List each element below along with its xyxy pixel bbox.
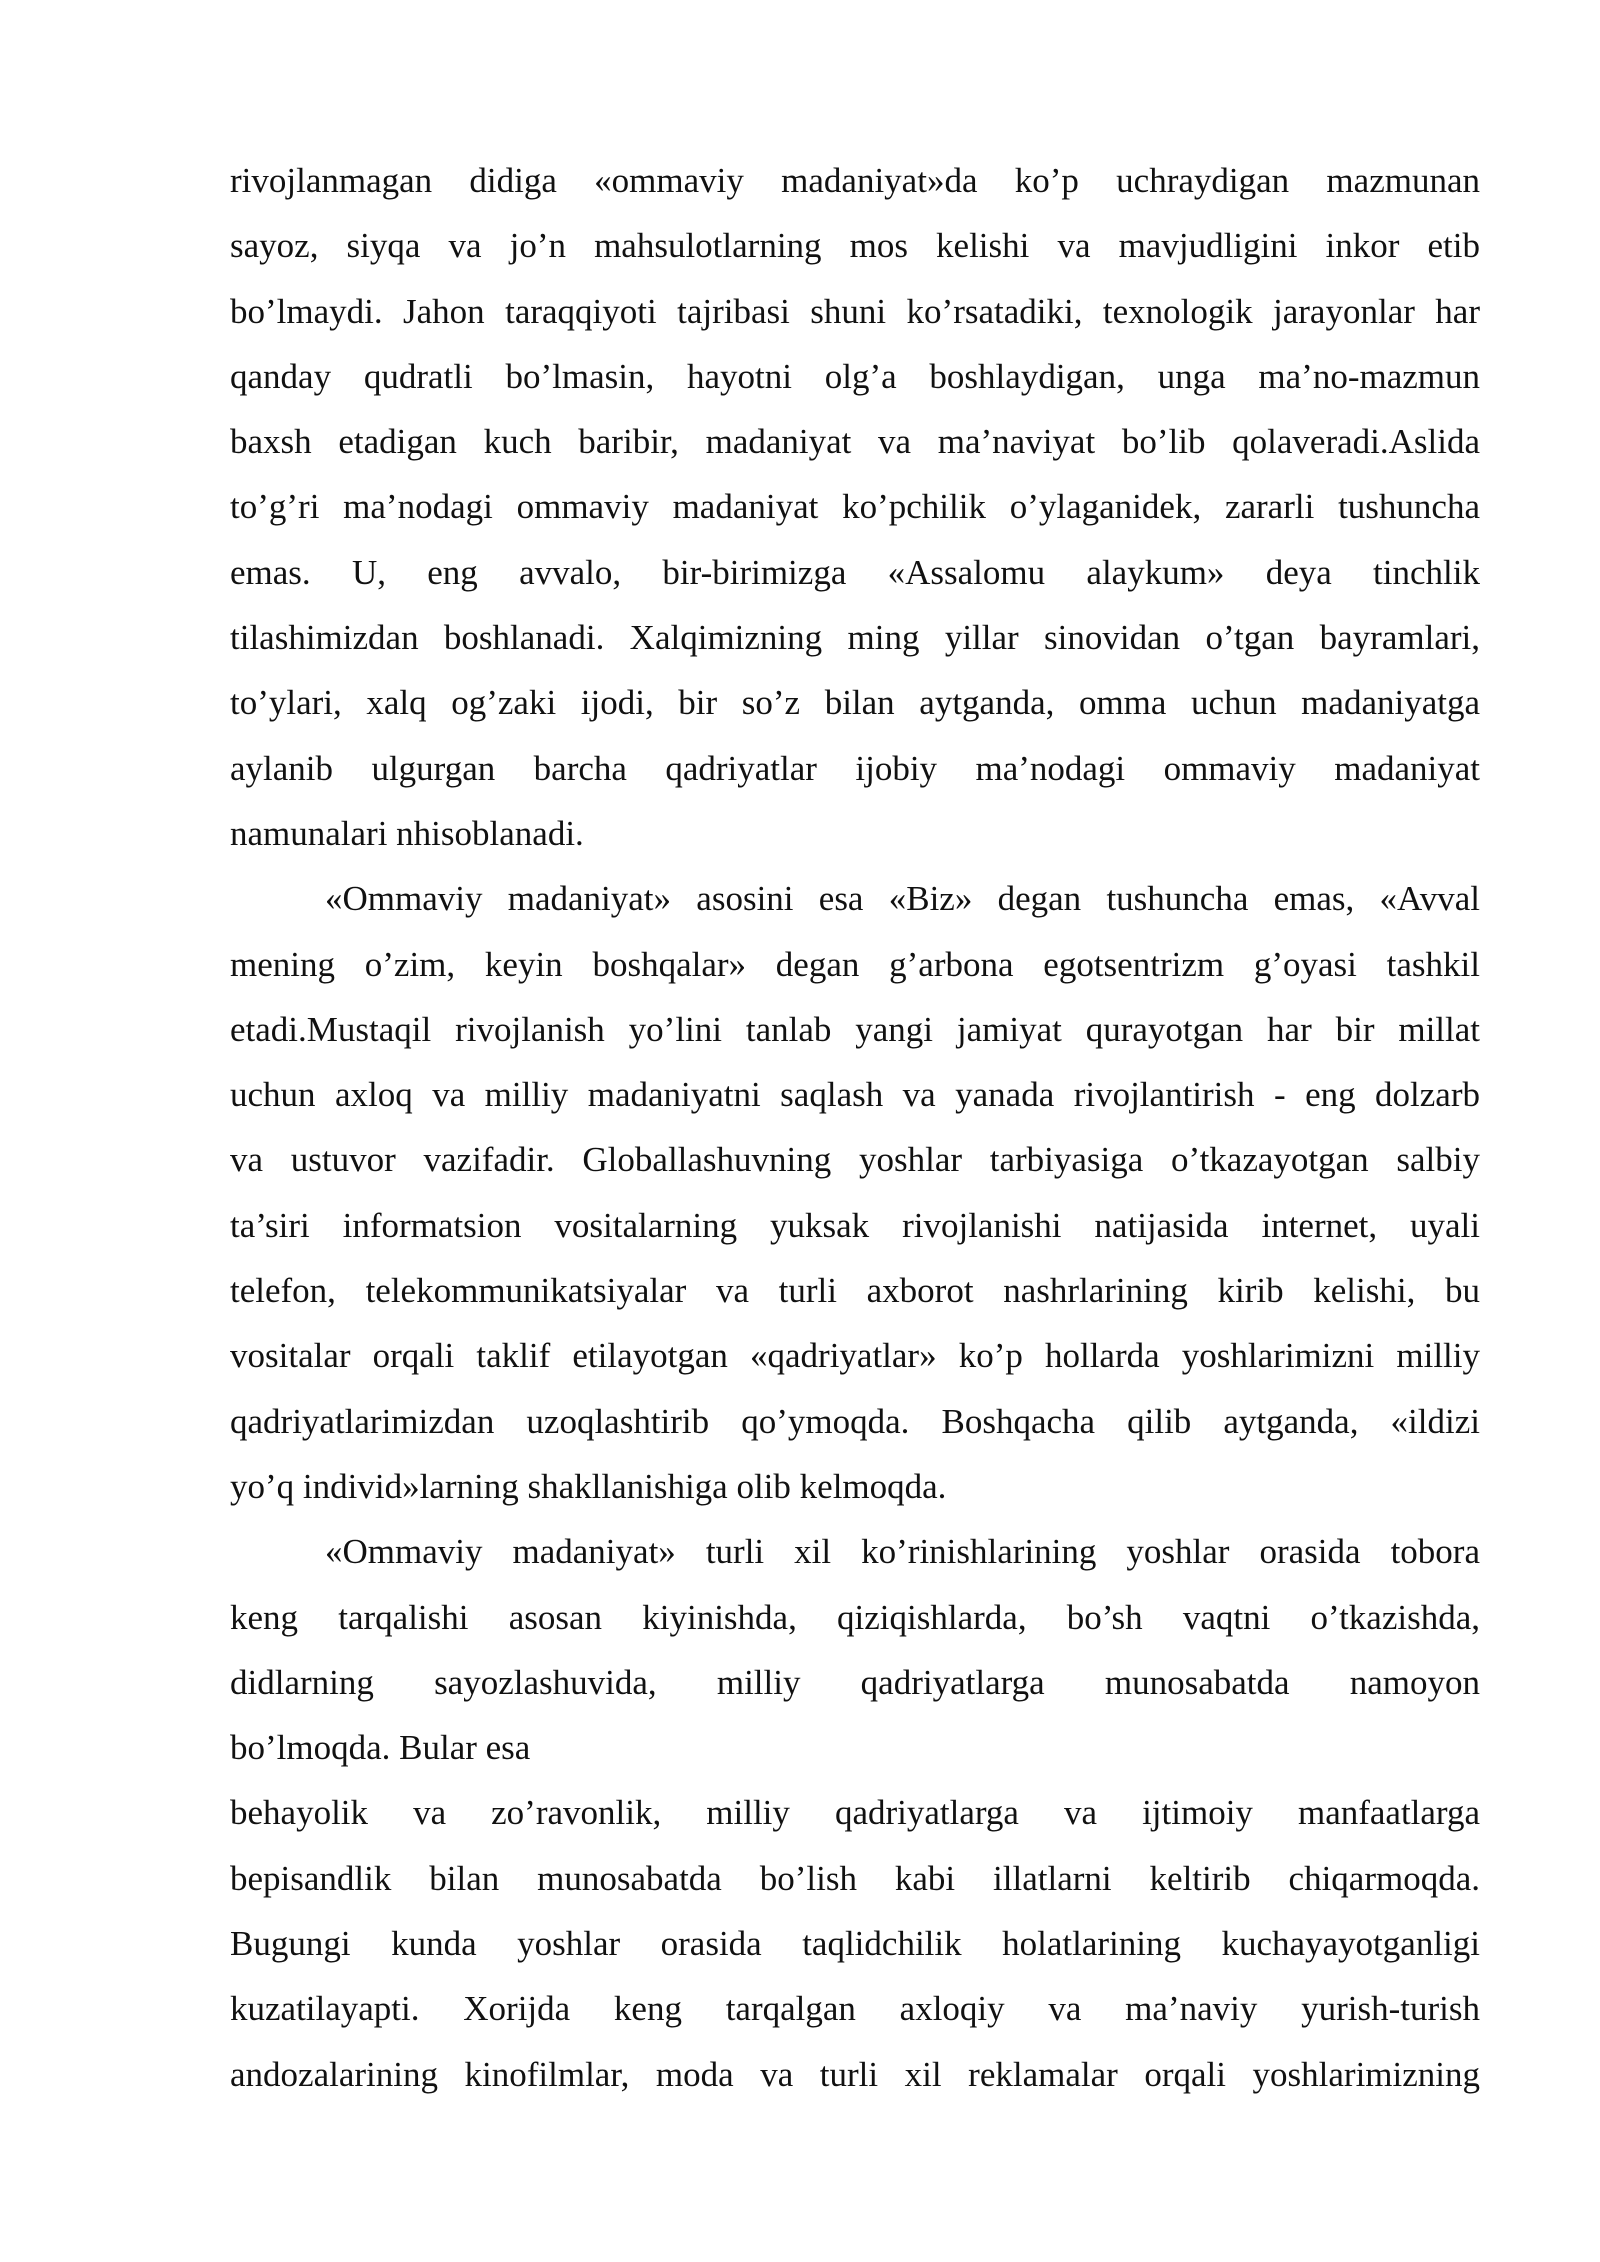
text-line: to’ylari, xalq og’zaki ijodi, bir so’z bilan aytganda, omma uchun madaniyatga [230,683,1480,723]
paragraph-2 [230,866,1480,1519]
paragraph-4 [230,1780,1480,2106]
text-line: mening o’zim, keyin boshqalar» degan g’arbona egotsentrizm g’oyasi tashkil [230,944,1480,984]
text-line: namunalari nhisoblanadi. [230,813,584,853]
text-line: qadriyatlarimizdan uzoqlashtirib qo’ymoqda. Boshqacha qilib aytganda, «ildizi [230,1401,1480,1441]
text-line: yo’q individ»larning shakllanishiga olib kelmoqda. [230,1466,947,1506]
text-line: bo’lmaydi. Jahon taraqqiyoti tajribasi shuni ko’rsatadiki, texnologik jarayonlar har [230,291,1480,331]
text-line: sayoz, siyqa va jo’n mahsulotlarning mos kelishi va mavjudligini inkor etib [230,226,1480,266]
text-line: keng tarqalishi asosan kiyinishda, qiziqishlarda, bo’sh vaqtni o’tkazishda, [230,1597,1480,1637]
document-body [230,148,1480,2107]
text-line: andozalarining kinofilmlar, moda va turli xil reklamalar orqali yoshlarimizning [230,2054,1480,2094]
paragraph-1 [230,148,1480,866]
text-line: kuzatilayapti. Xorijda keng tarqalgan axloqiy va ma’naviy yurish-turish [230,1989,1480,2029]
text-line: didlarning sayozlashuvida, milliy qadriyatlarga munosabatda namoyon [230,1662,1480,1702]
text-line: etadi.Mustaqil rivojlanish yo’lini tanlab yangi jamiyat qurayotgan har bir millat [230,1009,1480,1049]
text-line: ta’siri informatsion vositalarning yuksak rivojlanishi natijasida internet, uyali [230,1205,1480,1245]
text-line: tilashimizdan boshlanadi. Xalqimizning ming yillar sinovidan o’tgan bayramlari, [230,618,1480,658]
text-line: «Ommaviy madaniyat» turli xil ko’rinishlarining yoshlar orasida tobora [325,1532,1480,1572]
text-line: bo’lmoqda. Bular esa [230,1728,531,1768]
text-line: to’g’ri ma’nodagi ommaviy madaniyat ko’pchilik o’ylaganidek, zararli tushuncha [230,487,1480,527]
text-line: telefon, telekommunikatsiyalar va turli axborot nashrlarining kirib kelishi, bu [230,1271,1480,1311]
text-line: bepisandlik bilan munosabatda bo’lish kabi illatlarni keltirib chiqarmoqda. [230,1858,1480,1898]
text-line: behayolik va zo’ravonlik, milliy qadriyatlarga va ijtimoiy manfaatlarga [230,1793,1480,1833]
text-line: va ustuvor vazifadir. Globallashuvning yoshlar tarbiyasiga o’tkazayotgan salbiy [230,1140,1480,1180]
text-line: Bugungi kunda yoshlar orasida taqlidchilik holatlarining kuchayayotganligi [230,1924,1480,1964]
text-line: rivojlanmagan didiga «ommaviy madaniyat»da ko’p uchraydigan mazmunan [230,161,1480,200]
text-line: vositalar orqali taklif etilayotgan «qadriyatlar» ko’p hollarda yoshlarimizni milliy [230,1336,1480,1376]
text-line: «Ommaviy madaniyat» asosini esa «Biz» degan tushuncha emas, «Avval [325,879,1480,919]
text-line: uchun axloq va milliy madaniyatni saqlash va yanada rivojlantirish - eng dolzarb [230,1075,1480,1115]
text-line: emas. U, eng avvalo, bir-birimizga «Assalomu alaykum» deya tinchlik [230,552,1480,592]
text-line: qanday qudratli bo’lmasin, hayotni olg’a boshlaydigan, unga ma’no-mazmun [230,356,1480,396]
text-line: baxsh etadigan kuch baribir, madaniyat va ma’naviyat bo’lib qolaveradi.Aslida [230,422,1480,462]
paragraph-3 [230,1519,1480,1780]
text-line: aylanib ulgurgan barcha qadriyatlar ijobiy ma’nodagi ommaviy madaniyat [230,748,1480,788]
